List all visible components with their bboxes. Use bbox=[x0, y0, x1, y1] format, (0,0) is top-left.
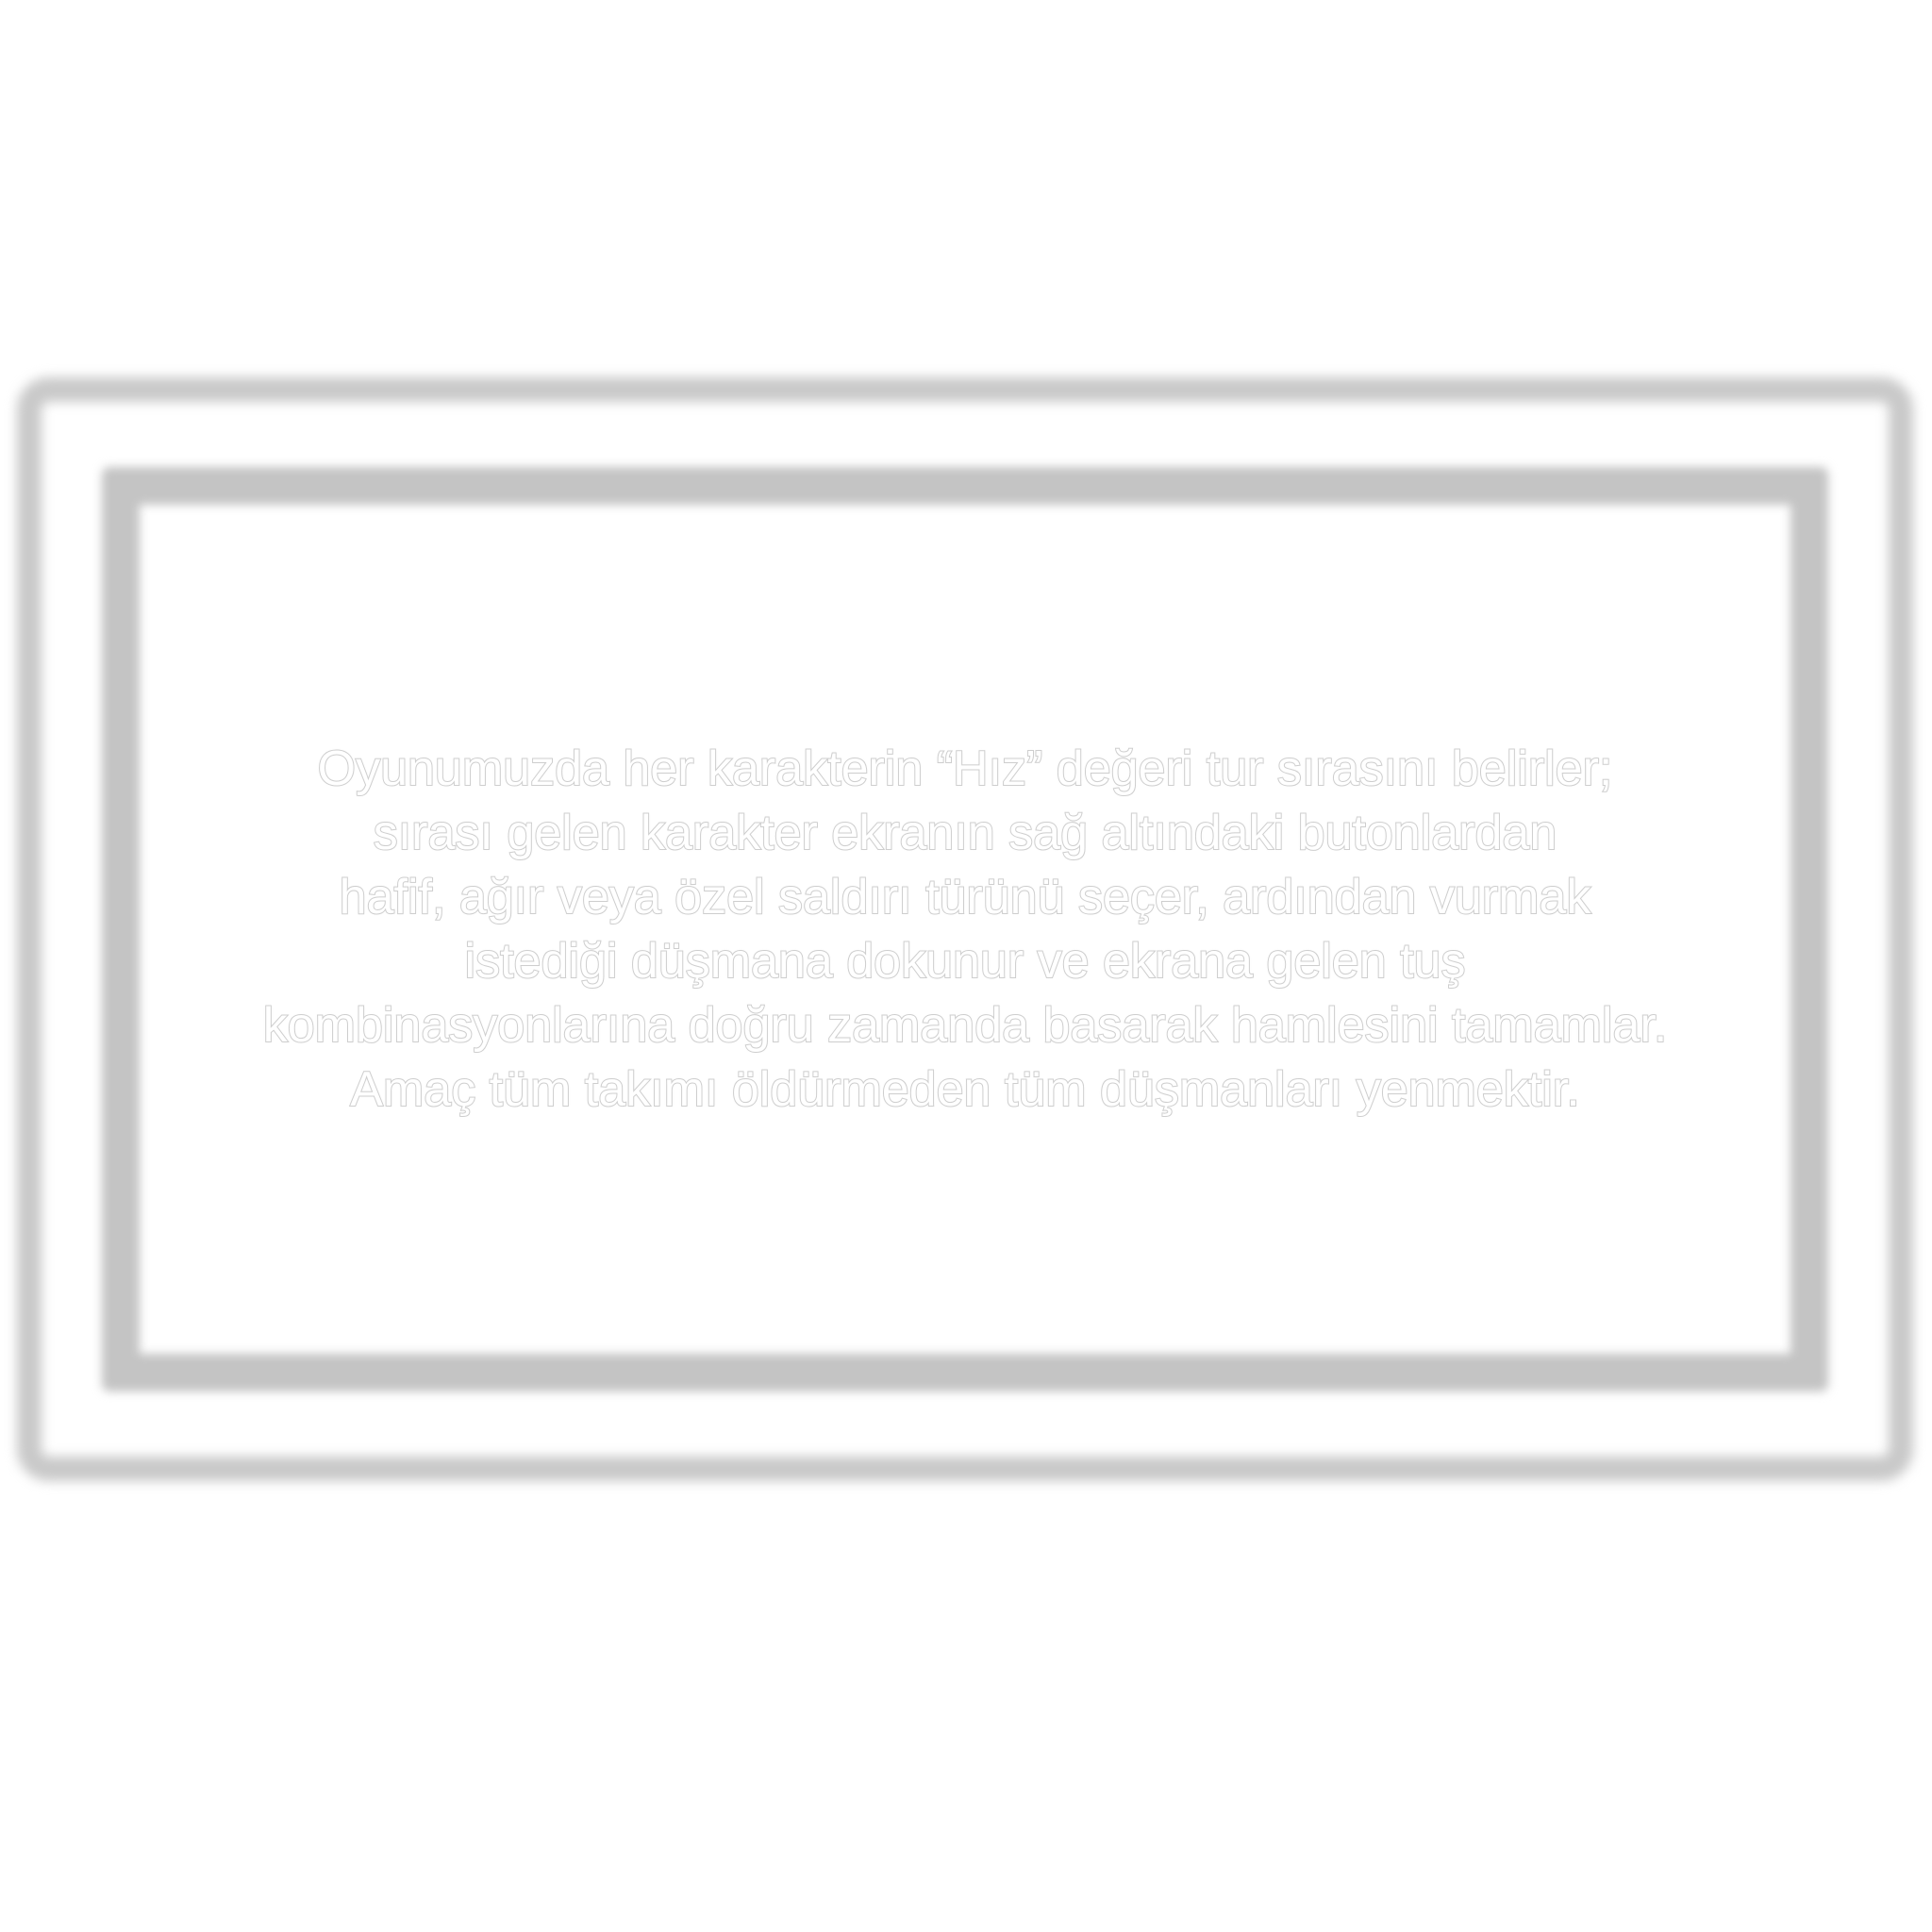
instruction-line: istediği düşmana dokunur ve ekrana gelen tuş bbox=[464, 934, 1466, 989]
instruction-text bbox=[142, 737, 1789, 1122]
instruction-line: hafif, ağır veya özel saldırı türünü seçer, ardından vurmak bbox=[339, 870, 1591, 924]
instruction-line: Amaç tüm takımı öldürmeden tüm düşmanları yenmektir. bbox=[350, 1062, 1580, 1117]
instruction-panel bbox=[142, 509, 1789, 1349]
instruction-line: sırası gelen karakter ekranın sağ altındaki butonlardan bbox=[373, 806, 1557, 860]
instruction-line: kombinasyonlarına doğru zamanda basarak hamlesini tamamlar. bbox=[262, 998, 1668, 1053]
instruction-line: Oyunumuzda her karakterin “Hız” değeri tur sırasını belirler; bbox=[317, 741, 1613, 796]
